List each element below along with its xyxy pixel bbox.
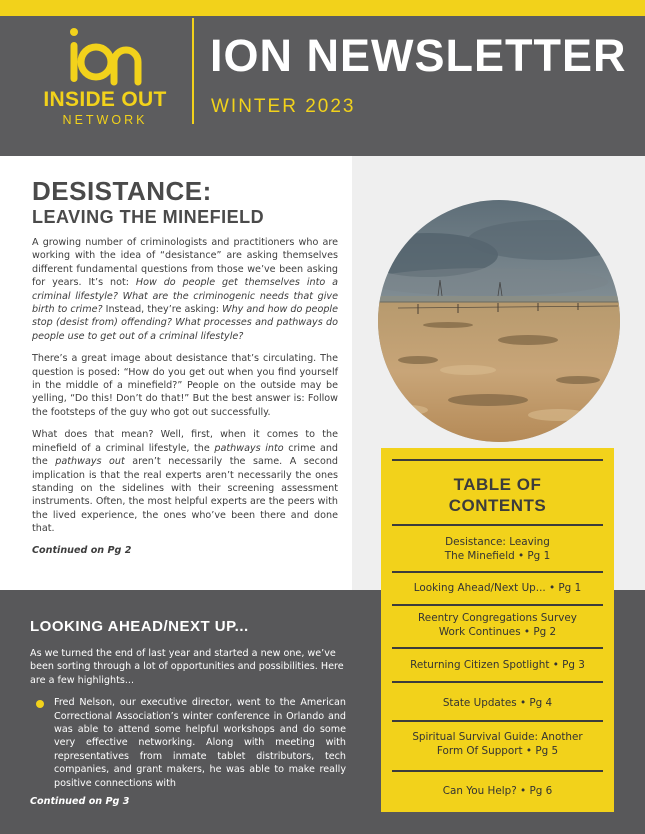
toc-rule <box>392 571 603 573</box>
minefield-photo <box>378 200 620 442</box>
article-continued-link[interactable]: Continued on Pg 2 <box>32 544 132 556</box>
toc-rule <box>392 720 603 722</box>
next-up-continued-link[interactable]: Continued on Pg 3 <box>30 796 130 807</box>
next-up-bullet-text: Fred Nelson, our executive director, went to the American Correctional Association’s winter conference in Orlando and was able to attend some helpful workshops and do some very effective networking. Along with meeting with representatives from inmate tablet distributors, tech companies, and grant makers, he was able to make really positive connections with <box>54 697 346 789</box>
logo-subname: NETWORK <box>62 113 148 127</box>
toc-item-reentry-survey[interactable]: Reentry Congregations Survey Work Continues • Pg 2 <box>418 612 577 638</box>
header-divider <box>192 18 194 124</box>
next-up-article <box>30 618 346 799</box>
toc-rule <box>392 604 603 606</box>
toc-rule <box>392 459 603 461</box>
next-up-intro: As we turned the end of last year and started a new one, we’ve been sorting through a lot of opportunities and possibilities. Here are a few highlights... <box>30 648 344 686</box>
toc-title <box>381 474 614 516</box>
article-paragraph-1: A growing number of criminologists and practitioners who are working with the idea of “desistance” are asking themselves different fundamental questions from those we’ve been asking for years. It’s not: How do people get themselves into a criminal lifestyle? What are the criminogenic needs that give birth to crime? Instead, they’re asking: Why and how do people stop (desist from) offending? What processes and pathways do people use to get out of a criminal lifestyle? <box>32 237 338 342</box>
newsletter-title: ION NEWSLETTER <box>210 30 627 81</box>
next-up-title: LOOKING AHEAD/NEXT UP... <box>30 618 249 635</box>
toc-title-line1: TABLE OF <box>453 475 542 494</box>
toc-rule <box>392 681 603 683</box>
bullet-dot-icon <box>36 700 44 708</box>
toc-item-can-you-help[interactable]: Can You Help? • Pg 6 <box>442 785 553 797</box>
toc-item-desistance[interactable]: Desistance: Leaving The Minefield • Pg 1 <box>444 536 551 562</box>
desistance-article <box>32 176 338 556</box>
top-accent-bar <box>0 0 645 16</box>
article-title: DESISTANCE: <box>32 176 212 206</box>
toc-rule <box>392 770 603 772</box>
toc-title-line2: CONTENTS <box>448 496 547 515</box>
toc-item-state-updates[interactable]: State Updates • Pg 4 <box>442 697 553 709</box>
toc-rule <box>392 647 603 649</box>
next-up-bullet <box>30 696 346 799</box>
logo-name: INSIDE OUT <box>43 88 167 111</box>
article-paragraph-3: What does that mean? Well, first, when it comes to the minefield of a criminal lifestyle, the pathways into crime and the pathways out aren’t necessarily the same. A second implication is that the real experts aren’t necessarily the ones standing on the sidelines with their screening assessment instruments. Often, the most helpful experts are the peers with the lived experience, the ones who’ve been there and done that. <box>32 429 339 535</box>
article-paragraph-2: There’s a great image about desistance that’s circulating. The question is posed: “How do you get out when you find yourself in the middle of a minefield?” People on the outside may be yelling, “Do this! Don’t do that!” But the best answer is: Follow the footsteps of the guy who got out successfully. <box>32 353 338 418</box>
table-of-contents <box>381 448 614 812</box>
article-subtitle: LEAVING THE MINEFIELD <box>32 207 265 227</box>
toc-item-survival-guide[interactable]: Spiritual Survival Guide: Another Form Of Support • Pg 5 <box>412 731 583 757</box>
ion-logo-icon <box>68 24 142 88</box>
toc-item-looking-ahead[interactable]: Looking Ahead/Next Up... • Pg 1 <box>413 582 582 594</box>
toc-rule <box>392 524 603 526</box>
issue-label: WINTER 2023 <box>211 96 356 117</box>
toc-item-spotlight[interactable]: Returning Citizen Spotlight • Pg 3 <box>410 659 585 671</box>
